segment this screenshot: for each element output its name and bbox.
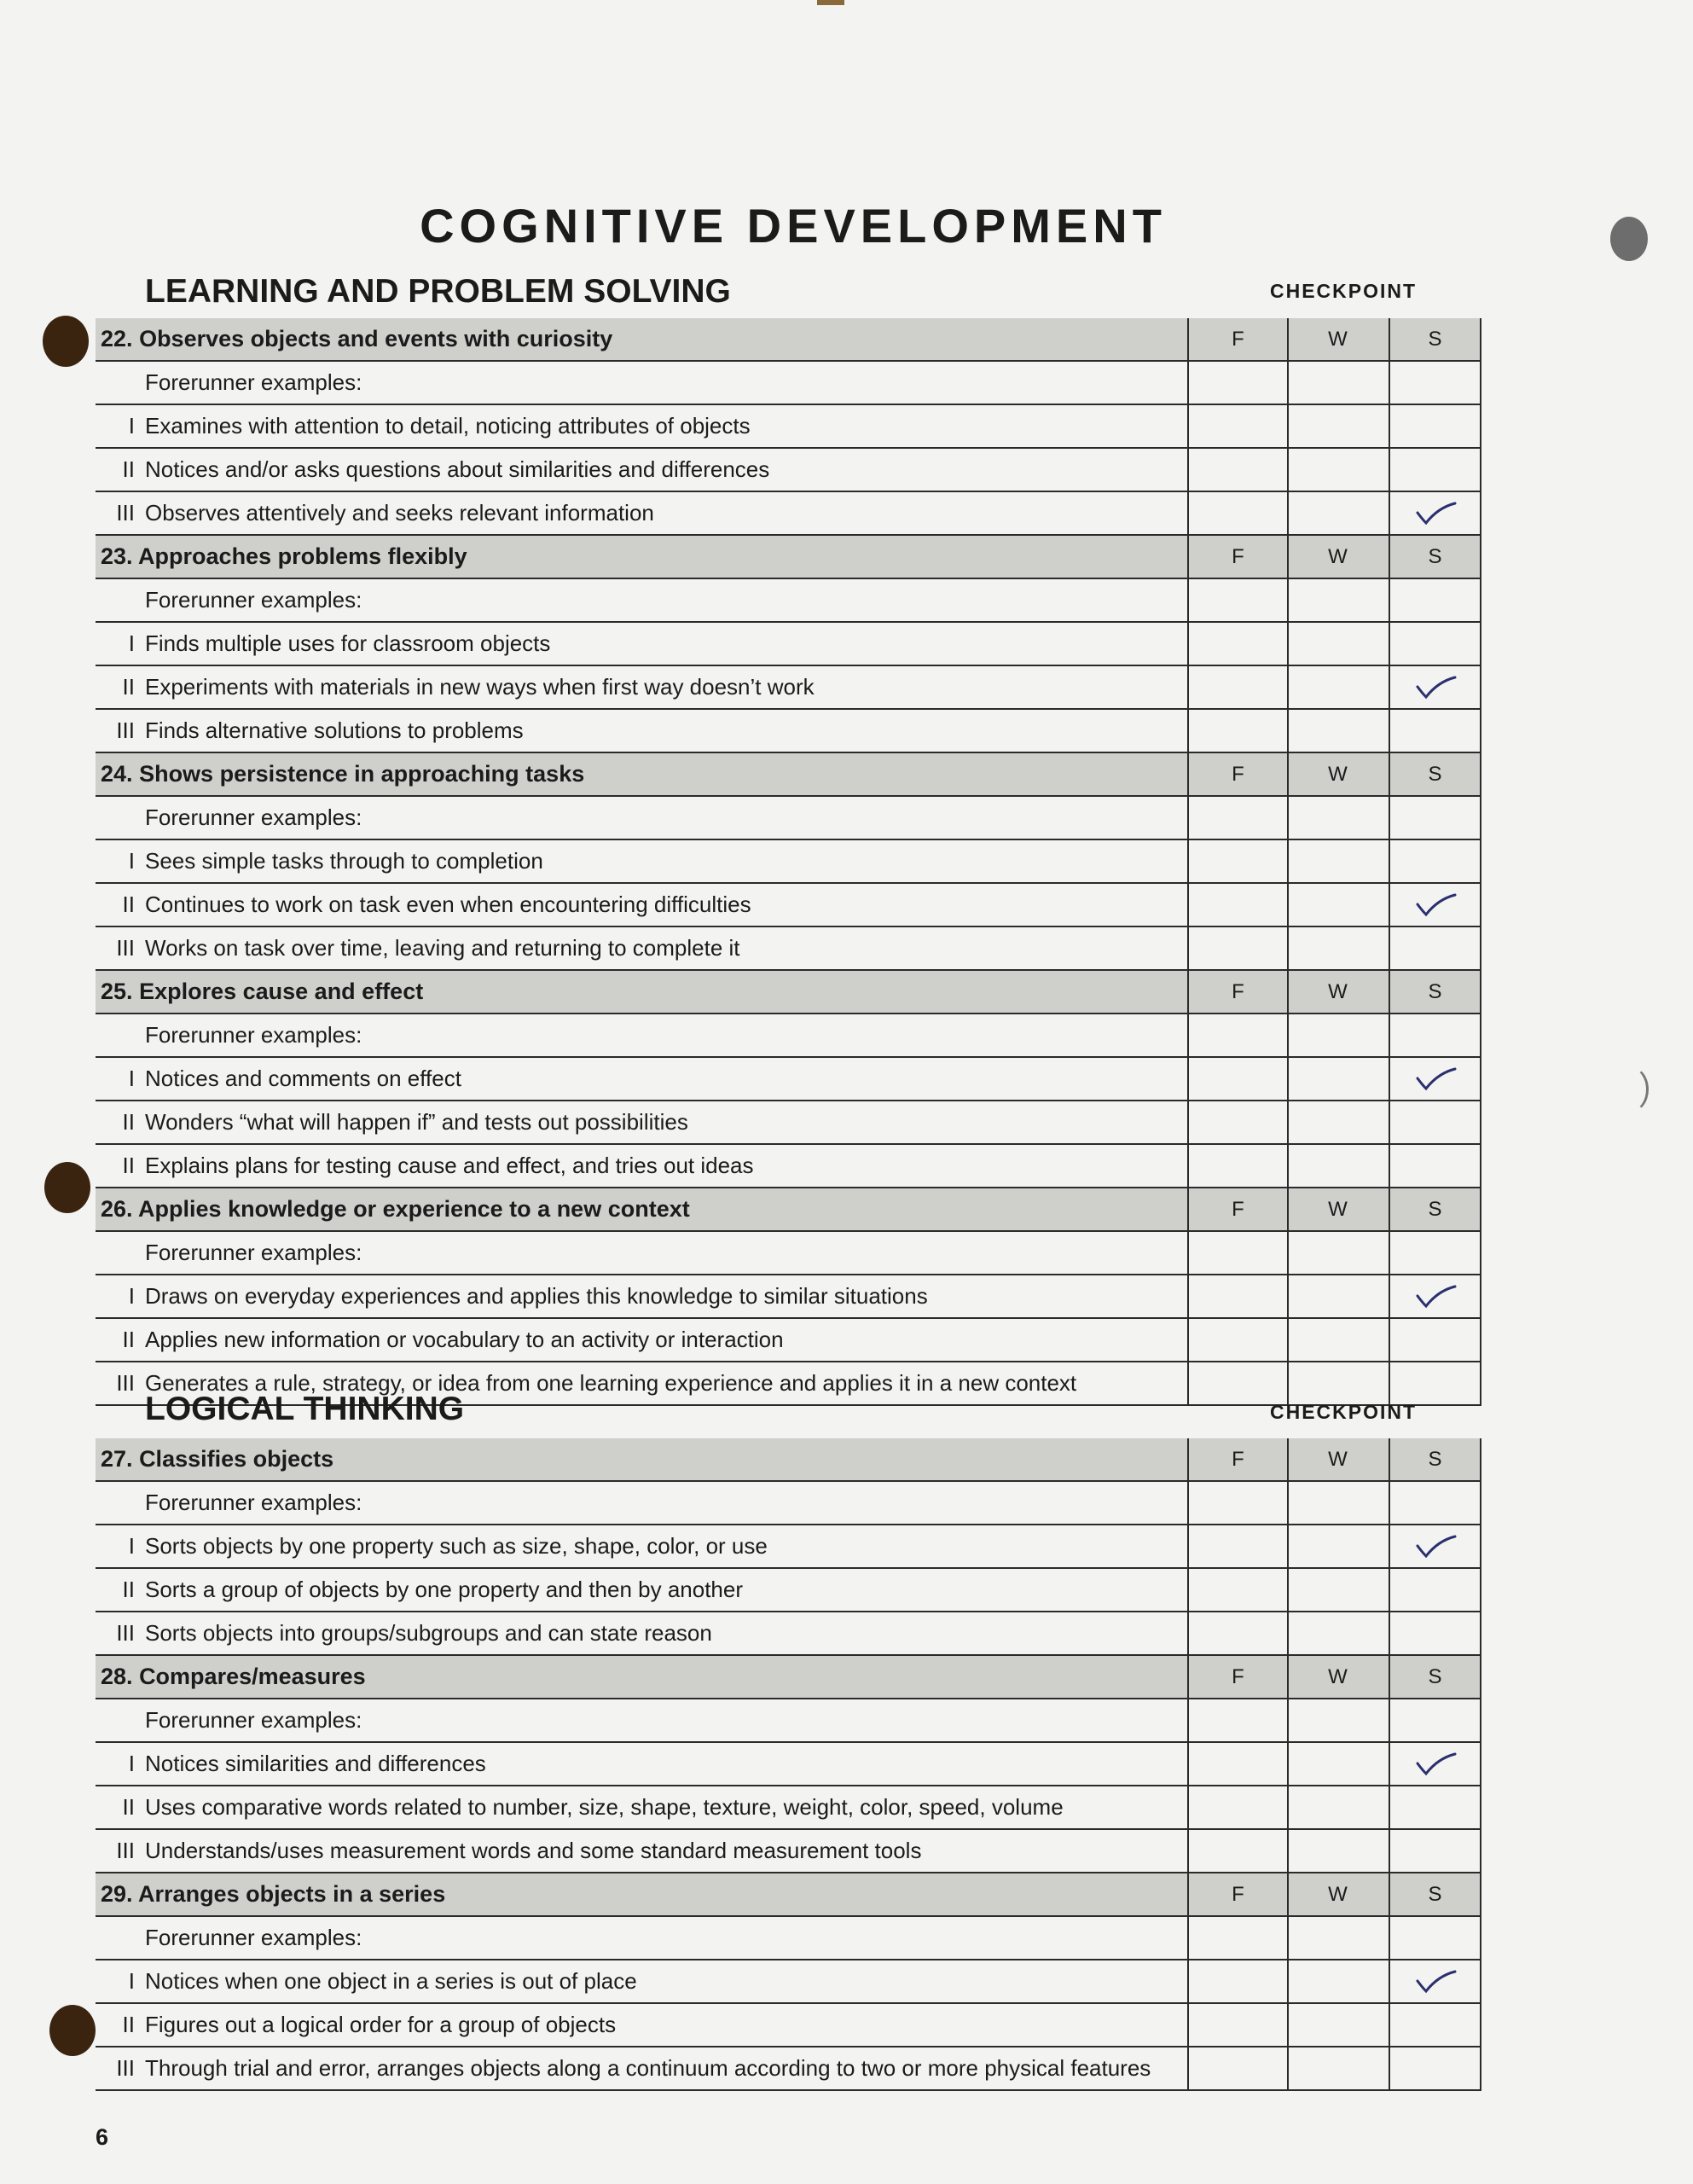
forerunner-row: [96, 1917, 1481, 1960]
checkpoint-w-cell[interactable]: [1287, 1101, 1387, 1143]
checkpoint-w-cell[interactable]: [1287, 884, 1387, 926]
checkpoint-s-cell[interactable]: [1389, 927, 1481, 969]
checkpoint-s-cell[interactable]: [1389, 1362, 1481, 1404]
item-header-row: [96, 971, 1481, 1014]
checkpoint-s-header: S: [1389, 1873, 1481, 1915]
example-label: [96, 1786, 1187, 1828]
example-row: [96, 1612, 1481, 1656]
example-row: [96, 2004, 1481, 2048]
level-marker: III: [116, 500, 135, 526]
example-text: Notices when one object in a series is out of place: [145, 1968, 637, 1994]
level-marker: III: [116, 1838, 135, 1863]
checkpoint-w-cell[interactable]: [1287, 579, 1387, 621]
checkpoint-f-cell[interactable]: [1187, 623, 1287, 665]
checkpoint-w-cell[interactable]: [1287, 1275, 1387, 1317]
level-marker: II: [122, 892, 135, 917]
example-row: [96, 1786, 1481, 1830]
forerunner-label: Forerunner examples:: [145, 1925, 362, 1950]
example-row: [96, 1058, 1481, 1101]
example-row: [96, 405, 1481, 449]
item-header-row: [96, 1873, 1481, 1917]
checkpoint-s-cell[interactable]: [1389, 1743, 1481, 1785]
example-text: Explains plans for testing cause and effect, and tries out ideas: [145, 1153, 754, 1178]
example-label: [96, 840, 1187, 882]
page-title: COGNITIVE DEVELOPMENT: [420, 199, 1167, 253]
checkpoint-f-cell[interactable]: [1187, 1058, 1287, 1100]
example-label: [96, 1830, 1187, 1872]
checkpoint-s-header: S: [1389, 971, 1481, 1013]
checkpoint-w-cell[interactable]: [1287, 710, 1387, 752]
checkpoint-s-cell[interactable]: [1389, 666, 1481, 708]
checkpoint-s-cell[interactable]: [1389, 1699, 1481, 1741]
forerunner-row: [96, 1232, 1481, 1275]
forerunner-row: [96, 1482, 1481, 1525]
checkpoint-w-cell[interactable]: [1287, 2048, 1387, 2089]
example-text: Continues to work on task even when encountering difficulties: [145, 892, 751, 917]
level-marker: I: [128, 1533, 135, 1559]
checkpoint-f-cell[interactable]: [1187, 1612, 1287, 1654]
example-text: Draws on everyday experiences and applies this knowledge to similar situations: [145, 1283, 928, 1309]
example-label: [96, 1960, 1187, 2002]
checkpoint-w-cell[interactable]: [1287, 840, 1387, 882]
checkpoint-w-cell[interactable]: [1287, 1014, 1387, 1056]
checkpoint-w-cell[interactable]: [1287, 2004, 1387, 2046]
item-number: 23.: [101, 543, 133, 569]
checkpoint-f-cell[interactable]: [1187, 1362, 1287, 1404]
example-label: [96, 710, 1187, 752]
punch-hole: [49, 2005, 96, 2056]
checkpoint-w-header: W: [1287, 1656, 1387, 1698]
example-text: Sorts objects by one property such as size, shape, color, or use: [145, 1533, 768, 1559]
example-row: [96, 710, 1481, 753]
item-header-row: [96, 536, 1481, 579]
checkpoint-f-cell[interactable]: [1187, 1830, 1287, 1872]
item-number: 28.: [101, 1664, 133, 1689]
item-title: [96, 753, 1187, 795]
level-marker: I: [128, 1751, 135, 1776]
example-text: Through trial and error, arranges objects along a continuum according to two or more physical features: [145, 2055, 1151, 2081]
checkpoint-f-header: F: [1187, 753, 1287, 795]
item-header-row: [96, 1656, 1481, 1699]
item-number: 24.: [101, 761, 133, 787]
example-label: [96, 1275, 1187, 1317]
checklist-table: [96, 318, 1481, 1406]
checkpoint-w-cell[interactable]: [1287, 1145, 1387, 1187]
checkpoint-s-header: S: [1389, 318, 1481, 360]
example-label: [96, 2004, 1187, 2046]
forerunner-label: Forerunner examples:: [145, 587, 362, 613]
item-header-row: [96, 1438, 1481, 1482]
example-label: [96, 1101, 1187, 1143]
level-marker: III: [116, 1370, 135, 1396]
example-text: Sorts objects into groups/subgroups and can state reason: [145, 1620, 712, 1646]
example-row: [96, 1830, 1481, 1873]
level-marker: I: [128, 413, 135, 439]
forerunner-row: [96, 1014, 1481, 1058]
punch-hole: [1610, 217, 1648, 261]
checkpoint-w-cell[interactable]: [1287, 1525, 1387, 1567]
forerunner-label: Forerunner examples:: [145, 1707, 362, 1733]
checkpoint-f-cell[interactable]: [1187, 1275, 1287, 1317]
checkpoint-s-cell[interactable]: [1389, 579, 1481, 621]
checkpoint-s-cell[interactable]: [1389, 623, 1481, 665]
checkpoint-s-header: S: [1389, 1656, 1481, 1698]
forerunner-label: Forerunner examples:: [145, 804, 362, 830]
example-label: [96, 666, 1187, 708]
item-number: 29.: [101, 1881, 133, 1907]
checkpoint-s-cell[interactable]: [1389, 362, 1481, 404]
checkpoint-s-cell[interactable]: [1389, 2048, 1481, 2089]
checkpoint-f-cell[interactable]: [1187, 1014, 1287, 1056]
forerunner-row: [96, 362, 1481, 405]
punch-hole-edge: [1612, 1066, 1649, 1112]
item-number: 27.: [101, 1446, 133, 1472]
forerunner-label: Forerunner examples:: [145, 1240, 362, 1265]
example-row: [96, 2048, 1481, 2091]
checkpoint-f-cell[interactable]: [1187, 1786, 1287, 1828]
item-number: 26.: [101, 1196, 133, 1222]
forerunner-row: [96, 579, 1481, 623]
example-label: [96, 1612, 1187, 1654]
checkpoint-f-cell[interactable]: [1187, 797, 1287, 839]
level-marker: III: [116, 935, 135, 961]
checkpoint-s-cell[interactable]: [1389, 405, 1481, 447]
punch-hole: [43, 316, 89, 367]
checkpoint-w-cell[interactable]: [1287, 1699, 1387, 1741]
checkpoint-f-cell[interactable]: [1187, 1743, 1287, 1785]
level-marker: II: [122, 674, 135, 700]
checkpoint-w-cell[interactable]: [1287, 1232, 1387, 1274]
checkpoint-s-cell[interactable]: [1389, 1525, 1481, 1567]
checkpoint-f-cell[interactable]: [1187, 492, 1287, 534]
checkpoint-s-cell[interactable]: [1389, 1569, 1481, 1611]
example-text: Notices similarities and differences: [145, 1751, 486, 1776]
checkpoint-f-cell[interactable]: [1187, 1145, 1287, 1187]
checkpoint-w-cell[interactable]: [1287, 1830, 1387, 1872]
checkpoint-w-cell[interactable]: [1287, 405, 1387, 447]
item-title-text: Classifies objects: [139, 1446, 334, 1472]
item-title-text: Compares/measures: [139, 1664, 366, 1689]
checkpoint-s-header: S: [1389, 1188, 1481, 1230]
checkpoint-w-cell[interactable]: [1287, 1058, 1387, 1100]
item-title-text: Applies knowledge or experience to a new context: [138, 1196, 690, 1222]
level-marker: I: [128, 1283, 135, 1309]
checkpoint-w-cell[interactable]: [1287, 449, 1387, 491]
level-marker: II: [122, 1577, 135, 1602]
checkpoint-s-cell[interactable]: [1389, 2004, 1481, 2046]
item-title: [96, 318, 1187, 360]
checkpoint-s-header: S: [1389, 753, 1481, 795]
checkpoint-s-cell[interactable]: [1389, 710, 1481, 752]
item-title-text: Explores cause and effect: [139, 979, 424, 1004]
checkpoint-f-cell[interactable]: [1187, 449, 1287, 491]
level-marker: I: [128, 630, 135, 656]
checkpoint-label: CHECKPOINT: [1269, 1401, 1418, 1423]
example-row: [96, 666, 1481, 710]
example-label: [96, 449, 1187, 491]
example-label: [96, 492, 1187, 534]
checkpoint-f-cell[interactable]: [1187, 1569, 1287, 1611]
example-text: Applies new information or vocabulary to an activity or interaction: [145, 1327, 784, 1352]
level-marker: III: [116, 717, 135, 743]
checkpoint-f-cell[interactable]: [1187, 1525, 1287, 1567]
checkpoint-s-cell[interactable]: [1389, 797, 1481, 839]
checkpoint-w-cell[interactable]: [1287, 623, 1387, 665]
checkpoint-w-header: W: [1287, 1188, 1387, 1230]
example-label: [96, 1525, 1187, 1567]
level-marker: I: [128, 1968, 135, 1994]
checkpoint-f-header: F: [1187, 971, 1287, 1013]
example-text: Examines with attention to detail, noticing attributes of objects: [145, 413, 751, 439]
checkpoint-s-cell[interactable]: [1389, 1058, 1481, 1100]
checkpoint-w-cell[interactable]: [1287, 1917, 1387, 1959]
checkpoint-f-cell[interactable]: [1187, 1917, 1287, 1959]
punch-hole: [44, 1162, 90, 1213]
example-text: Works on task over time, leaving and returning to complete it: [145, 935, 740, 961]
item-title: [96, 536, 1187, 578]
item-title-text: Approaches problems flexibly: [138, 543, 467, 569]
checklist-table: [96, 1438, 1481, 2091]
example-text: Figures out a logical order for a group of objects: [145, 2012, 617, 2037]
example-text: Finds alternative solutions to problems: [145, 717, 524, 743]
checkpoint-w-cell[interactable]: [1287, 927, 1387, 969]
checkpoint-s-cell[interactable]: [1389, 1275, 1481, 1317]
checkpoint-f-cell[interactable]: [1187, 1482, 1287, 1524]
checkpoint-w-header: W: [1287, 318, 1387, 360]
forerunner-label: Forerunner examples:: [145, 369, 362, 395]
checkpoint-f-header: F: [1187, 536, 1287, 578]
item-title: [96, 1873, 1187, 1915]
example-row: [96, 1569, 1481, 1612]
checkpoint-f-cell[interactable]: [1187, 2048, 1287, 2089]
item-title: [96, 1188, 1187, 1230]
item-title-text: Arranges objects in a series: [138, 1881, 446, 1907]
forerunner-label: Forerunner examples:: [145, 1490, 362, 1515]
checkpoint-s-cell[interactable]: [1389, 1145, 1481, 1187]
level-marker: III: [116, 2055, 135, 2081]
level-marker: III: [116, 1620, 135, 1646]
example-row: [96, 1101, 1481, 1145]
checkpoint-f-cell[interactable]: [1187, 666, 1287, 708]
level-marker: II: [122, 1109, 135, 1135]
example-row: [96, 1960, 1481, 2004]
level-marker: II: [122, 1794, 135, 1820]
example-text: Observes attentively and seeks relevant information: [145, 500, 654, 526]
example-label: [96, 2048, 1187, 2089]
level-marker: II: [122, 456, 135, 482]
example-label: [96, 1569, 1187, 1611]
checkpoint-s-cell[interactable]: [1389, 1960, 1481, 2002]
checkpoint-f-cell[interactable]: [1187, 1101, 1287, 1143]
checkpoint-w-cell[interactable]: [1287, 1319, 1387, 1361]
checkpoint-f-cell[interactable]: [1187, 1960, 1287, 2002]
section-heading: LOGICAL THINKING: [145, 1391, 465, 1427]
checkpoint-s-cell[interactable]: [1389, 1232, 1481, 1274]
example-row: [96, 927, 1481, 971]
checkpoint-w-cell[interactable]: [1287, 666, 1387, 708]
checkpoint-w-cell[interactable]: [1287, 1743, 1387, 1785]
example-text: Generates a rule, strategy, or idea from one learning experience and applies it in a new context: [145, 1370, 1077, 1396]
item-header-row: [96, 753, 1481, 797]
example-label: [96, 884, 1187, 926]
example-row: [96, 884, 1481, 927]
checkpoint-f-cell[interactable]: [1187, 1319, 1287, 1361]
checkpoint-f-header: F: [1187, 1438, 1287, 1480]
checkpoint-w-header: W: [1287, 753, 1387, 795]
checkpoint-s-header: S: [1389, 1438, 1481, 1480]
checkpoint-s-cell[interactable]: [1389, 1786, 1481, 1828]
example-row: [96, 840, 1481, 884]
item-header-row: [96, 1188, 1481, 1232]
item-title: [96, 1438, 1187, 1480]
example-text: Uses comparative words related to number, size, shape, texture, weight, color, speed, volume: [145, 1794, 1064, 1820]
checkpoint-w-cell[interactable]: [1287, 1482, 1387, 1524]
example-text: Sorts a group of objects by one property and then by another: [145, 1577, 744, 1602]
item-title-text: Shows persistence in approaching tasks: [139, 761, 585, 787]
example-label: [96, 1145, 1187, 1187]
checkpoint-w-cell[interactable]: [1287, 1786, 1387, 1828]
example-label: [96, 623, 1187, 665]
example-text: Understands/uses measurement words and some standard measurement tools: [145, 1838, 922, 1863]
forerunner-label: Forerunner examples:: [145, 1022, 362, 1048]
checkpoint-f-header: F: [1187, 1873, 1287, 1915]
example-row: [96, 1525, 1481, 1569]
checkpoint-w-cell[interactable]: [1287, 1960, 1387, 2002]
checkpoint-f-cell[interactable]: [1187, 2004, 1287, 2046]
example-row: [96, 623, 1481, 666]
checkpoint-w-header: W: [1287, 536, 1387, 578]
example-row: [96, 1743, 1481, 1786]
example-text: Experiments with materials in new ways when first way doesn’t work: [145, 674, 815, 700]
paper-mark: [817, 0, 844, 5]
item-header-row: [96, 318, 1481, 362]
checkpoint-w-cell[interactable]: [1287, 1362, 1387, 1404]
item-title: [96, 1656, 1187, 1698]
checkpoint-f-cell[interactable]: [1187, 840, 1287, 882]
level-marker: II: [122, 1327, 135, 1352]
checkpoint-s-cell[interactable]: [1389, 840, 1481, 882]
checkpoint-f-cell[interactable]: [1187, 1699, 1287, 1741]
item-number: 22.: [101, 326, 133, 351]
checkpoint-s-cell[interactable]: [1389, 1319, 1481, 1361]
example-row: [96, 492, 1481, 536]
checkpoint-w-cell[interactable]: [1287, 492, 1387, 534]
checkpoint-w-header: W: [1287, 1438, 1387, 1480]
forerunner-row: [96, 1699, 1481, 1743]
example-text: Finds multiple uses for classroom objects: [145, 630, 551, 656]
example-text: Sees simple tasks through to completion: [145, 848, 543, 874]
example-label: [96, 1743, 1187, 1785]
checkpoint-s-cell[interactable]: [1389, 1830, 1481, 1872]
example-row: [96, 1319, 1481, 1362]
example-label: [96, 405, 1187, 447]
checkpoint-f-header: F: [1187, 1656, 1287, 1698]
checkpoint-s-cell[interactable]: [1389, 1482, 1481, 1524]
checkpoint-f-cell[interactable]: [1187, 579, 1287, 621]
checkpoint-w-header: W: [1287, 971, 1387, 1013]
example-row: [96, 449, 1481, 492]
example-text: Notices and/or asks questions about similarities and differences: [145, 456, 770, 482]
level-marker: I: [128, 848, 135, 874]
example-row: [96, 1275, 1481, 1319]
checkpoint-s-cell[interactable]: [1389, 1917, 1481, 1959]
level-marker: I: [128, 1066, 135, 1091]
checkpoint-s-header: S: [1389, 536, 1481, 578]
checkpoint-label: CHECKPOINT: [1269, 280, 1418, 302]
example-row: [96, 1145, 1481, 1188]
example-label: [96, 1058, 1187, 1100]
example-text: Wonders “what will happen if” and tests out possibilities: [145, 1109, 688, 1135]
checkpoint-f-cell[interactable]: [1187, 710, 1287, 752]
checkpoint-w-cell[interactable]: [1287, 362, 1387, 404]
section-heading: LEARNING AND PROBLEM SOLVING: [145, 273, 731, 310]
level-marker: II: [122, 2012, 135, 2037]
item-number: 25.: [101, 979, 133, 1004]
checkpoint-f-header: F: [1187, 1188, 1287, 1230]
checkpoint-w-cell[interactable]: [1287, 1569, 1387, 1611]
checkpoint-f-cell[interactable]: [1187, 362, 1287, 404]
checkpoint-s-cell[interactable]: [1389, 1014, 1481, 1056]
item-title: [96, 971, 1187, 1013]
level-marker: II: [122, 1153, 135, 1178]
checkpoint-w-cell[interactable]: [1287, 1612, 1387, 1654]
checkpoint-f-cell[interactable]: [1187, 1232, 1287, 1274]
checkpoint-s-cell[interactable]: [1389, 1612, 1481, 1654]
checkpoint-s-cell[interactable]: [1389, 1101, 1481, 1143]
example-text: Notices and comments on effect: [145, 1066, 461, 1091]
item-title-text: Observes objects and events with curiosity: [139, 326, 613, 351]
checkpoint-w-header: W: [1287, 1873, 1387, 1915]
checkpoint-f-header: F: [1187, 318, 1287, 360]
forerunner-row: [96, 797, 1481, 840]
page-number: 6: [96, 2124, 109, 2150]
checkpoint-s-cell[interactable]: [1389, 492, 1481, 534]
checkpoint-f-cell[interactable]: [1187, 884, 1287, 926]
checkpoint-f-cell[interactable]: [1187, 927, 1287, 969]
checkpoint-f-cell[interactable]: [1187, 405, 1287, 447]
checkpoint-s-cell[interactable]: [1389, 884, 1481, 926]
example-label: [96, 1319, 1187, 1361]
checkpoint-w-cell[interactable]: [1287, 797, 1387, 839]
example-label: [96, 927, 1187, 969]
checkpoint-s-cell[interactable]: [1389, 449, 1481, 491]
